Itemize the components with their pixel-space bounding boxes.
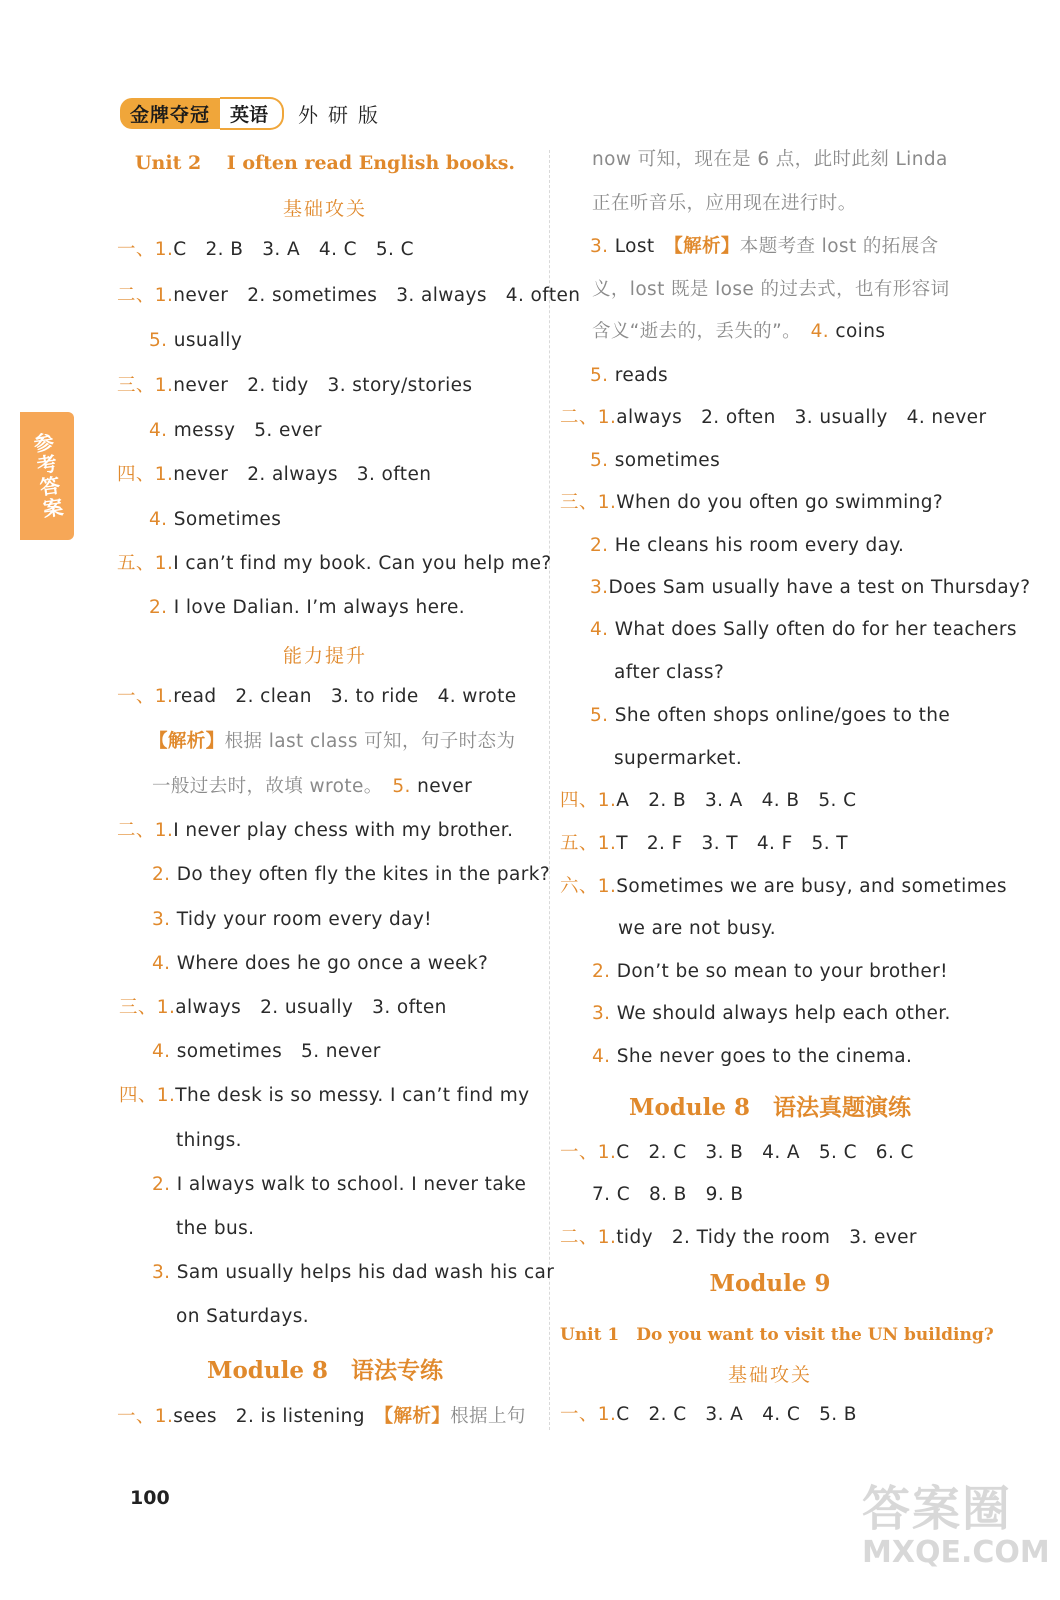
subject-badge: 英语 (220, 97, 284, 130)
answer-line: 4. Where does he go once a week? (152, 953, 489, 974)
answer-line: on Saturdays. (176, 1306, 310, 1327)
answer-line: 3. Sam usually helps his dad wash his car (152, 1262, 555, 1283)
answer-line: 7. C 8. B 9. B (592, 1184, 744, 1205)
section-basic-right: 基础攻关 (727, 1364, 812, 1386)
answer-line: 2. I always walk to school. I never take (152, 1174, 527, 1195)
explanation-line: 正在听音乐，应用现在进行时。 (592, 193, 857, 214)
answer-line: 4. sometimes 5. never (152, 1041, 381, 1062)
page-number: 100 (130, 1487, 170, 1509)
section-basic-left: 基础攻关 (282, 198, 367, 220)
answer-line: 三、1.always 2. usually 3. often (119, 997, 447, 1018)
answer-line: 五、1.T 2. F 3. T 4. F 5. T (560, 833, 848, 854)
answer-line: things. (176, 1130, 242, 1151)
answer-line: 4. What does Sally often do for her teachers (590, 619, 1017, 640)
answer-line: 2. He cleans his room every day. (590, 535, 905, 556)
answer-line: 三、1.When do you often go swimming? (560, 492, 944, 513)
answer-line: 5. sometimes (590, 450, 721, 471)
answer-line: 一、1.C 2. C 3. B 4. A 5. C 6. C (560, 1142, 914, 1163)
answer-line: 3. Tidy your room every day! (152, 909, 432, 930)
answer-line: the bus. (176, 1218, 255, 1239)
edition-label: 外研版 (298, 102, 389, 127)
answer-line: 2. I love Dalian. I’m always here. (149, 597, 466, 618)
module9-title: Module 9 (709, 1270, 831, 1297)
explanation-line: 【解析】根据 last class 可知，句子时态为 (149, 731, 516, 752)
answer-line: 二、1.never 2. sometimes 3. always 4. often (117, 285, 581, 306)
side-tab-label: 参考答案 (28, 430, 65, 522)
answer-line: 4. messy 5. ever (149, 420, 322, 441)
watermark-glyph: 答案圈 (862, 1481, 1013, 1537)
answer-line: 一、1.read 2. clean 3. to ride 4. wrote (117, 686, 517, 707)
brand-badge: 金牌夺冠 (120, 98, 220, 129)
column-divider (549, 150, 550, 1430)
answer-line: 四、1.The desk is so messy. I can’t find my (119, 1085, 530, 1106)
side-tab-answers (20, 412, 74, 540)
module8-special-title: Module 8 语法专练 (207, 1357, 443, 1384)
answer-line: 2. Don’t be so mean to your brother! (592, 961, 949, 982)
answer-line: 一、1.sees 2. is listening 【解析】根据上句 (117, 1406, 526, 1427)
answer-line: 一、1.C 2. B 3. A 4. C 5. C (117, 239, 414, 260)
page-header (120, 98, 388, 128)
module8-real-title: Module 8 语法真题演练 (629, 1094, 911, 1121)
answer-line: 4. Sometimes (149, 509, 282, 530)
answer-line: 5. usually (149, 330, 243, 351)
explanation-line: now 可知，现在是 6 点，此时此刻 Linda (592, 149, 948, 170)
answer-line: after class? (614, 662, 725, 683)
watermark-logo (862, 1470, 1050, 1580)
section-ability-left: 能力提升 (282, 645, 367, 667)
unit2-title: Unit 2 I often read English books. (134, 152, 516, 174)
answer-line: 六、1.Sometimes we are busy, and sometimes (560, 876, 1007, 897)
answer-line: 三、1.never 2. tidy 3. story/stories (117, 375, 473, 396)
answer-line: 5. She often shops online/goes to the (590, 705, 951, 726)
unit1-title: Unit 1 Do you want to visit the UN building? (560, 1325, 994, 1345)
explanation-line: 义，lost 既是 lose 的过去式，也有形容词 (592, 279, 950, 300)
answer-line: 一、1.C 2. C 3. A 4. C 5. B (560, 1404, 857, 1425)
answer-line: 二、1.tidy 2. Tidy the room 3. ever (560, 1227, 917, 1248)
answer-line: 五、1.I can’t find my book. Can you help me? (117, 553, 552, 574)
answer-line: 二、1.always 2. often 3. usually 4. never (560, 407, 987, 428)
answer-line: 四、1.never 2. always 3. often (117, 464, 432, 485)
watermark-domain: MXQE.COM (862, 1535, 1050, 1570)
answer-line: 3.Does Sam usually have a test on Thursday? (590, 577, 1031, 598)
answer-line: 四、1.A 2. B 3. A 4. B 5. C (560, 790, 857, 811)
explanation-line: 一般过去时，故填 wrote。 5. never (152, 776, 473, 797)
answer-line: 3. We should always help each other. (592, 1003, 951, 1024)
answer-line: 二、1.I never play chess with my brother. (117, 820, 514, 841)
answer-line: 5. reads (590, 365, 669, 386)
answer-line: 4. She never goes to the cinema. (592, 1046, 913, 1067)
answer-line: supermarket. (614, 748, 743, 769)
answer-line: we are not busy. (618, 918, 777, 939)
explanation-line: 含义“逝去的，丢失的”。 4. coins (592, 321, 886, 342)
answer-line: 2. Do they often fly the kites in the park? (152, 864, 551, 885)
answer-line: 3. Lost 【解析】本题考查 lost 的拓展含 (590, 236, 939, 257)
